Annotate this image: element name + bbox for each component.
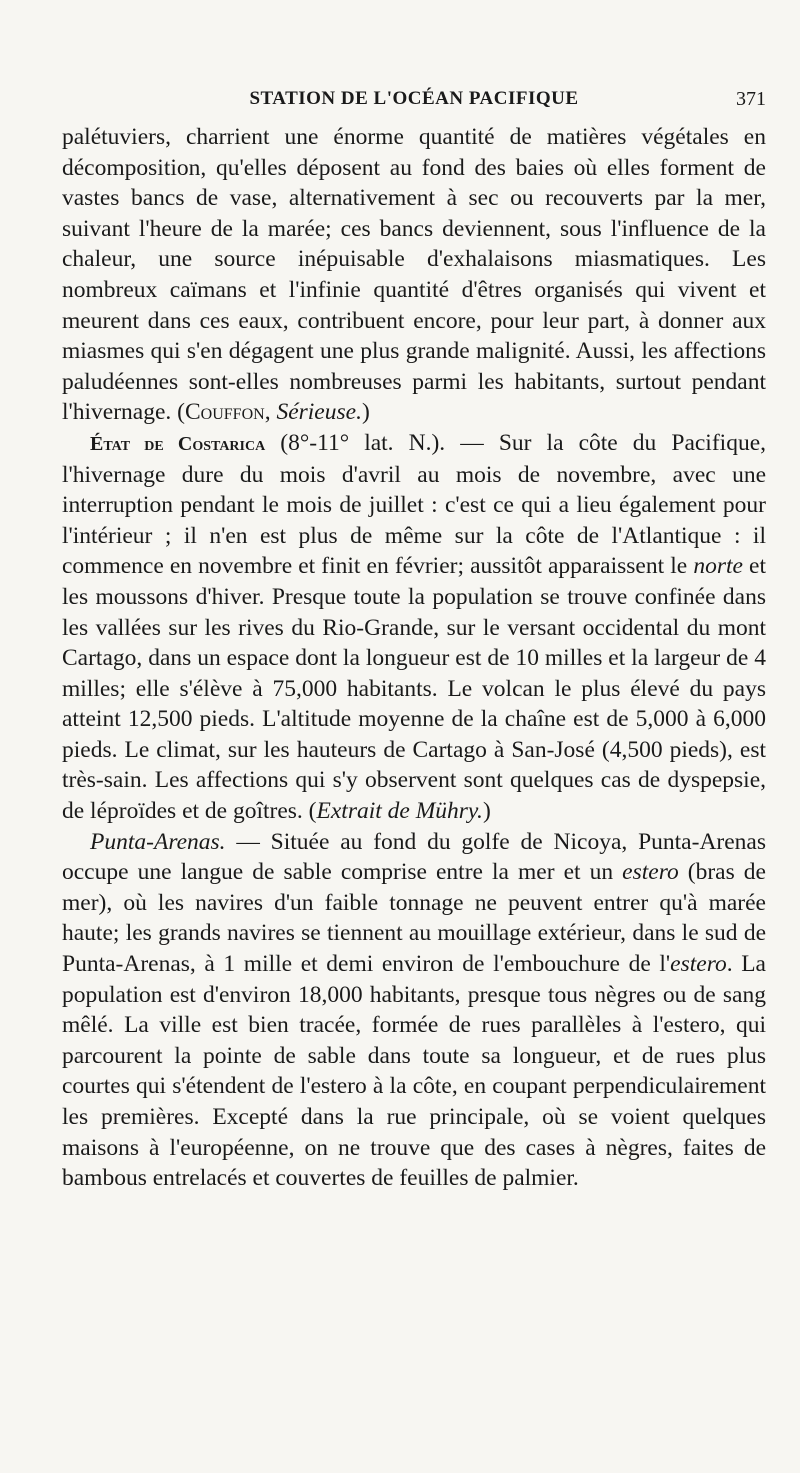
paragraph-3: [62, 827, 766, 1194]
text-run: palétuviers, charrient une énorme quantité de matières végétales en décomposition, qu'elles déposent au fond des baies où elles forment de vastes bancs de vase, alternativement à sec ou recouverts par la mer, suivant l'heure de la marée; ces bancs deviennent, sous l'influence de la chaleur, une source inépuisable d'exhalaisons miasmatiques. Les nombreux caïmans et l'infinie quantité d'êtres organisés qui vivent et meurent dans ces eaux, contribuent encore, pour leur part, à donner aux miasmes qui s'en dégagent une plus grande malignité. Aussi, les affections paludéennes sont-elles nombreuses parmi les habitants, surtout pendant l'hivernage. (: [62, 124, 766, 426]
page-header: [62, 88, 766, 118]
text-run: ): [482, 798, 491, 825]
text-run: ): [361, 399, 370, 426]
text-run: ,: [264, 399, 277, 426]
term-estero: estero: [622, 859, 679, 886]
section-heading-punta-arenas: Punta-Arenas.: [90, 828, 226, 855]
paragraph-1: [62, 122, 766, 428]
source-ship: Sérieuse.: [276, 399, 362, 426]
text-run: . La population est d'environ 18,000 habitants, presque tous nègres ou de sang mêlé. La ville est bien tracée, formée de rues parallèles à l'estero, qui parcourent la pointe de sable dans toute sa longueur, et de rues plus courtes qui s'étendent de l'estero à la côte, en coupant perpendiculairement les premières. Excepté dans la rue principale, où se voient quelques maisons à l'européenne, on ne trouve que des cases à nègres, faites de bambous entrelacés et couvertes de feuilles de palmier.: [62, 951, 766, 1192]
term-norte: norte: [693, 553, 743, 580]
author-name: Couffon: [185, 399, 265, 426]
paragraph-2: [62, 428, 766, 827]
text-run: et les moussons d'hiver. Presque toute la population se trouve confinée dans les vallées sur les rives du Rio-Grande, sur le versant occidental du mont Cartago, dans un espace dont la longueur est de 10 milles et la largeur de 4 milles; elle s'élève à 75,000 habitants. Le volcan le plus élevé du pays atteint 12,500 pieds. L'altitude moyenne de la chaîne est de 5,000 à 6,000 pieds. Le climat, sur les hauteurs de Cartago à San-José (4,500 pieds), est très-sain. Les affections qui s'y observent sont quelques cas de dyspepsie, de léproïdes et de goîtres. (: [62, 553, 766, 825]
page-number: 371: [736, 88, 766, 110]
text-run: — Située au fond du golfe de Nicoya, Punta-Arenas occupe une langue de sable comprise entre la mer et un: [62, 828, 766, 886]
source-extract: Extrait de Mühry.: [316, 798, 483, 825]
text-run: (bras de mer), où les navires d'un faible tonnage ne peuvent entrer qu'à marée haute; les grands navires se tiennent au mouillage extérieur, dans le sud de Punta-Arenas, à 1 mille et demi environ de l'embouchure de l': [62, 859, 766, 978]
text-run: (8°-11° lat. N.). — Sur la côte du Pacifique, l'hivernage dure du mois d'avril au mois de novembre, avec une interruption pendant le mois de juillet : c'est ce qui a lieu également pour l'intérieur ; il n'en est plus de même sur la côte de l'Atlantique : il commence en novembre et finit en février; aussitôt apparaissent le: [62, 429, 766, 580]
term-estero: estero: [670, 951, 727, 978]
section-heading-costarica: État de Costarica: [90, 432, 266, 455]
running-head: STATION DE L'OCÉAN PACIFIQUE: [249, 88, 579, 109]
body-text: [62, 122, 766, 1194]
